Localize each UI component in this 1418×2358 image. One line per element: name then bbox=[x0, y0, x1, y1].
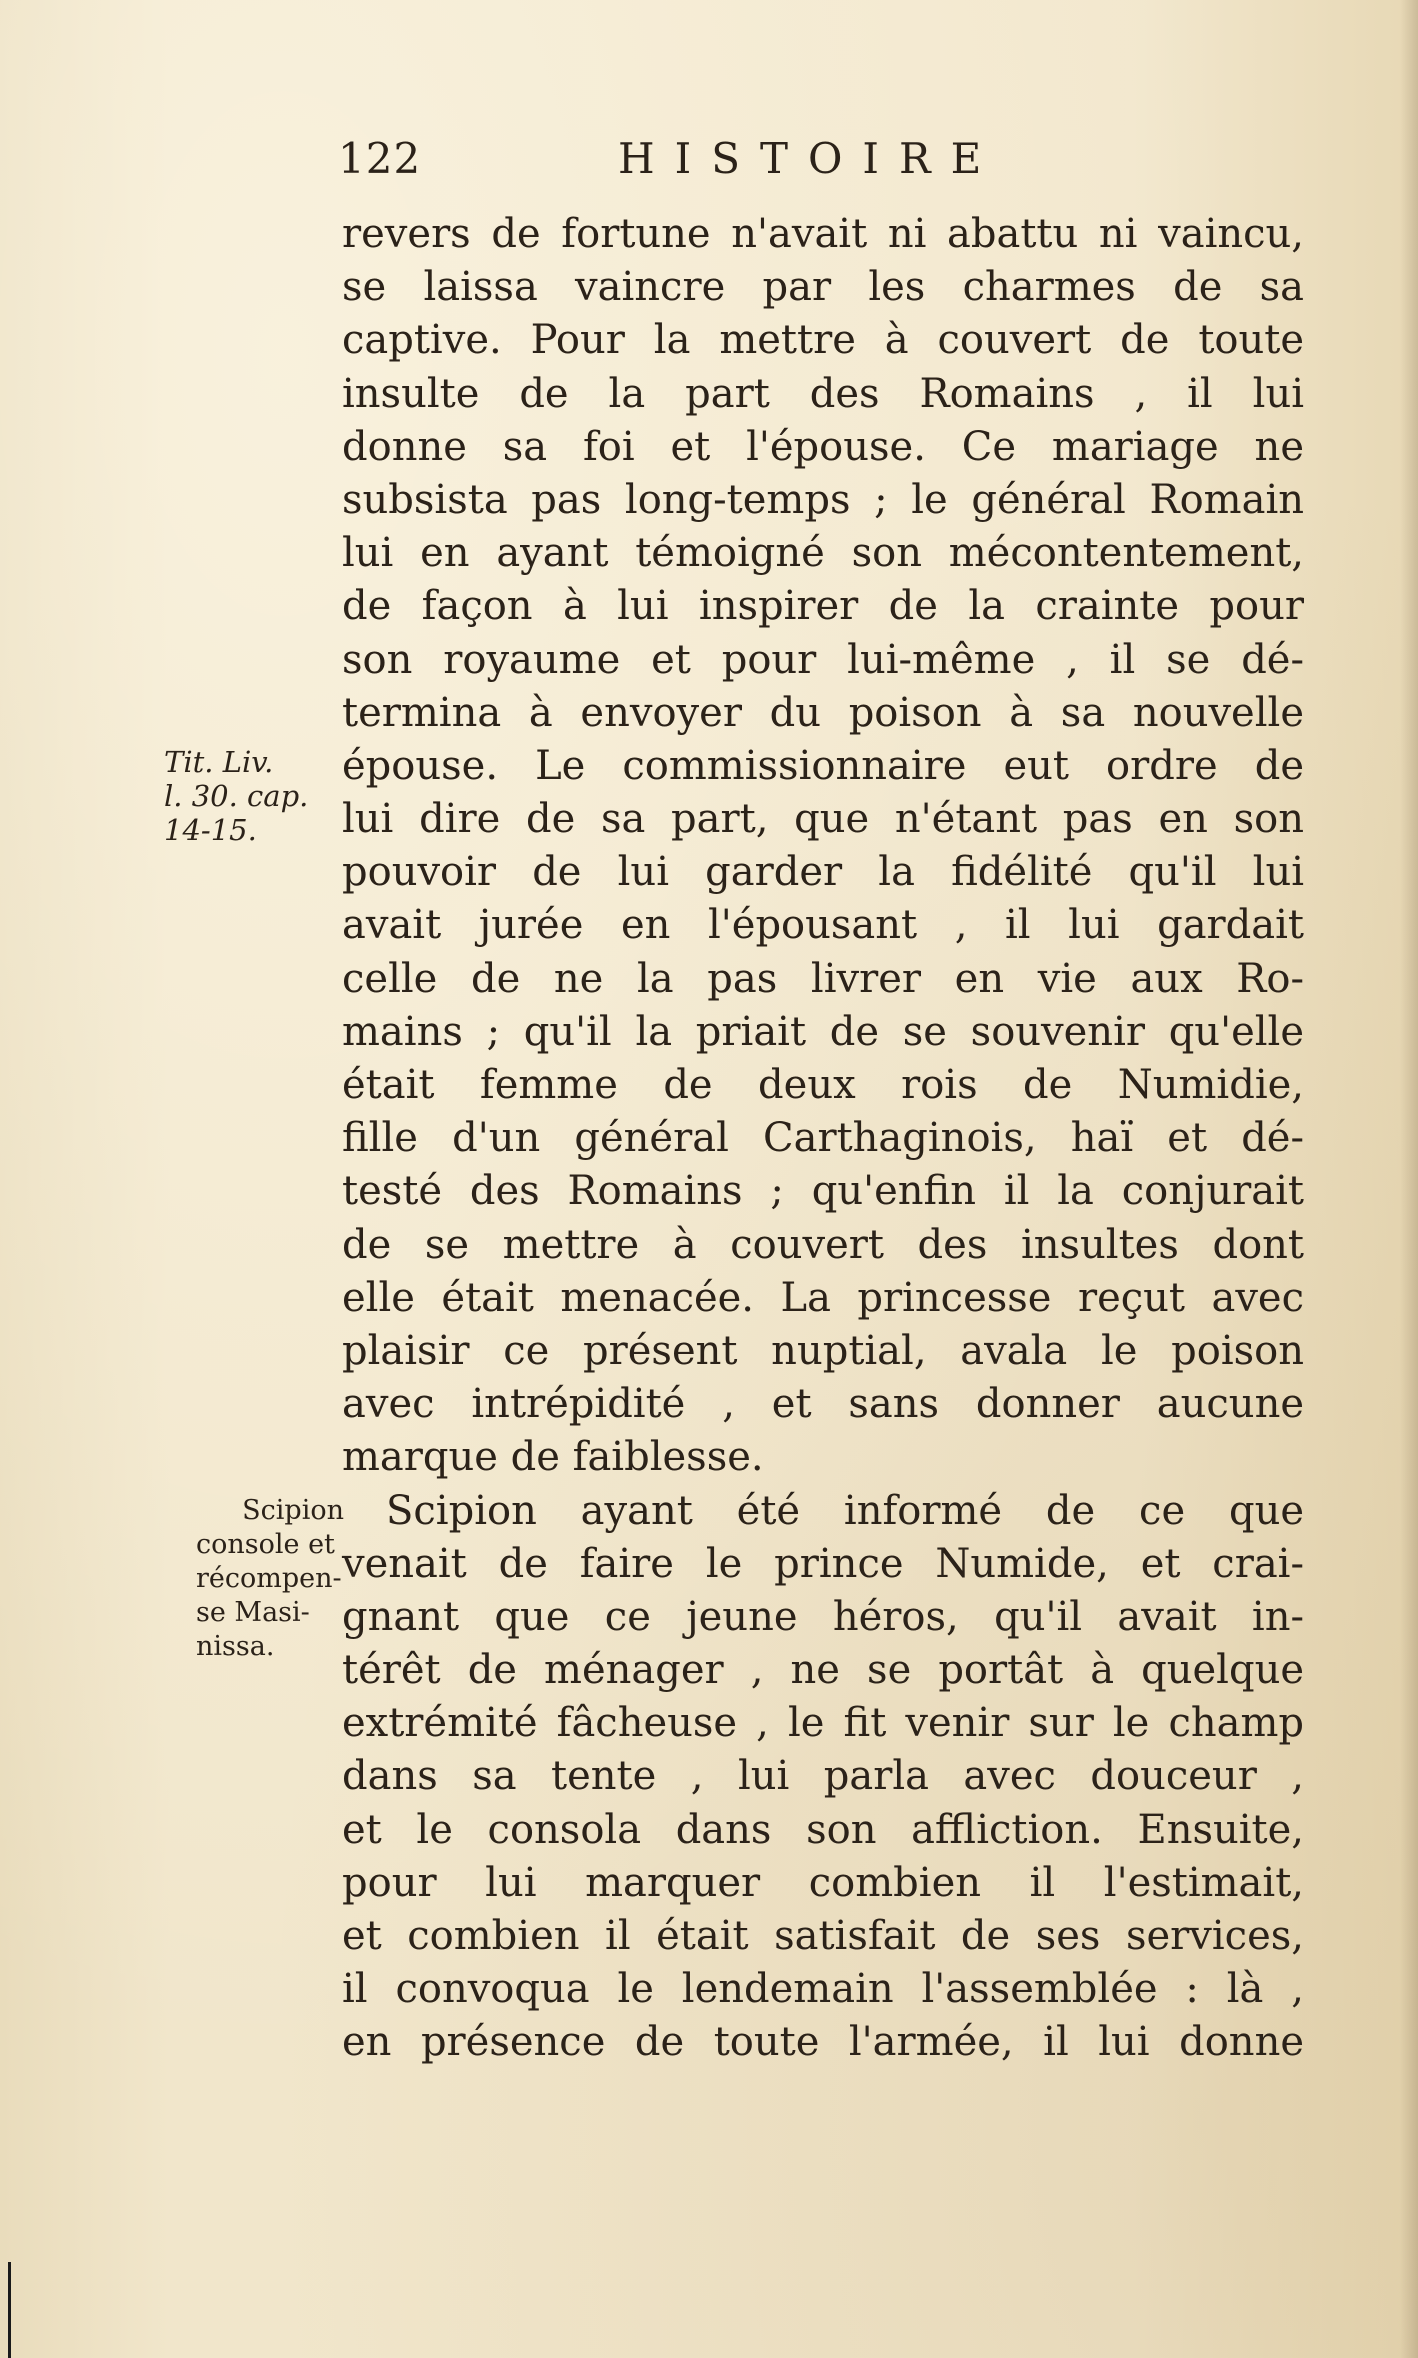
text-line: avec intrépidité , et sans donner aucune bbox=[342, 1381, 1304, 1428]
margin-note-line: l. 30. cap. bbox=[164, 779, 309, 813]
text-line: insulte de la part des Romains , il lui bbox=[342, 370, 1304, 417]
margin-note-livy-citation bbox=[164, 745, 342, 847]
margin-note-scipion bbox=[196, 1494, 344, 1664]
text-line-paragraph-end: marque de faiblesse. bbox=[342, 1434, 764, 1481]
text-line: plaisir ce présent nuptial, avala le poison bbox=[342, 1327, 1304, 1374]
text-line-paragraph-start: Scipion ayant été informé de ce que bbox=[386, 1487, 1304, 1534]
text-line: se laissa vaincre par les charmes de sa bbox=[342, 264, 1304, 311]
text-line: revers de fortune n'avait ni abattu ni vaincu, bbox=[342, 211, 1304, 257]
text-line: lui en ayant témoigné son mécontentement, bbox=[342, 530, 1304, 577]
text-line: elle était menacée. La princesse reçut avec bbox=[342, 1274, 1304, 1321]
text-line: dans sa tente , lui parla avec douceur , bbox=[342, 1753, 1304, 1800]
margin-note-line: Tit. Liv. bbox=[164, 745, 274, 779]
text-line: testé des Romains ; qu'enfin il la conjurait bbox=[342, 1168, 1304, 1215]
scan-edge-rule bbox=[8, 2262, 11, 2358]
text-line: de façon à lui inspirer de la crainte pour bbox=[342, 583, 1304, 630]
page-edge-shadow bbox=[1400, 0, 1418, 2358]
text-line: pouvoir de lui garder la fidélité qu'il lui bbox=[342, 849, 1304, 896]
text-line: son royaume et pour lui-même , il se dé- bbox=[342, 636, 1304, 683]
text-line: et le consola dans son affliction. Ensuite, bbox=[342, 1806, 1304, 1853]
text-line: épouse. Le commissionnaire eut ordre de bbox=[342, 742, 1304, 789]
body-text bbox=[342, 208, 1304, 2070]
text-line: subsista pas long-temps ; le général Romain bbox=[342, 476, 1304, 523]
text-line: était femme de deux rois de Numidie, bbox=[342, 1062, 1304, 1108]
margin-note-line: nissa. bbox=[196, 1631, 275, 1662]
text-line: donne sa foi et l'épouse. Ce mariage ne bbox=[342, 423, 1304, 470]
page-header bbox=[338, 134, 1238, 194]
text-line: avait jurée en l'épousant , il lui gardait bbox=[342, 902, 1304, 949]
text-line: térêt de ménager , ne se portât à quelque bbox=[342, 1647, 1304, 1694]
text-line: mains ; qu'il la priait de se souvenir qu'elle bbox=[342, 1008, 1304, 1055]
text-line: extrémité fâcheuse , le fit venir sur le champ bbox=[342, 1700, 1304, 1747]
text-line: en présence de toute l'armée, il lui donne bbox=[342, 2019, 1304, 2066]
text-line: fille d'un général Carthaginois, haï et dé- bbox=[342, 1115, 1304, 1162]
text-line: venait de faire le prince Numide, et crai- bbox=[342, 1540, 1304, 1587]
margin-note-line: se Masi- bbox=[196, 1597, 310, 1628]
margin-note-line: 14-15. bbox=[164, 813, 257, 847]
text-line: et combien il était satisfait de ses services, bbox=[342, 1913, 1304, 1959]
margin-note-line: console et bbox=[196, 1529, 335, 1560]
text-line: pour lui marquer combien il l'estimait, bbox=[342, 1859, 1304, 1906]
text-line: gnant que ce jeune héros, qu'il avait in- bbox=[342, 1593, 1304, 1640]
margin-note-line: récompen- bbox=[196, 1563, 342, 1594]
text-line: celle de ne la pas livrer en vie aux Ro- bbox=[342, 955, 1304, 1002]
text-line: de se mettre à couvert des insultes dont bbox=[342, 1221, 1304, 1268]
text-line: captive. Pour la mettre à couvert de toute bbox=[342, 317, 1304, 364]
text-line: termina à envoyer du poison à sa nouvelle bbox=[342, 689, 1304, 736]
margin-note-line: Scipion bbox=[242, 1495, 344, 1526]
page-number: 122 bbox=[338, 134, 422, 183]
text-line: il convoqua le lendemain l'assemblée : là , bbox=[342, 1966, 1304, 2013]
running-head: HISTOIRE bbox=[618, 134, 1002, 183]
text-line: lui dire de sa part, que n'étant pas en son bbox=[342, 796, 1304, 843]
